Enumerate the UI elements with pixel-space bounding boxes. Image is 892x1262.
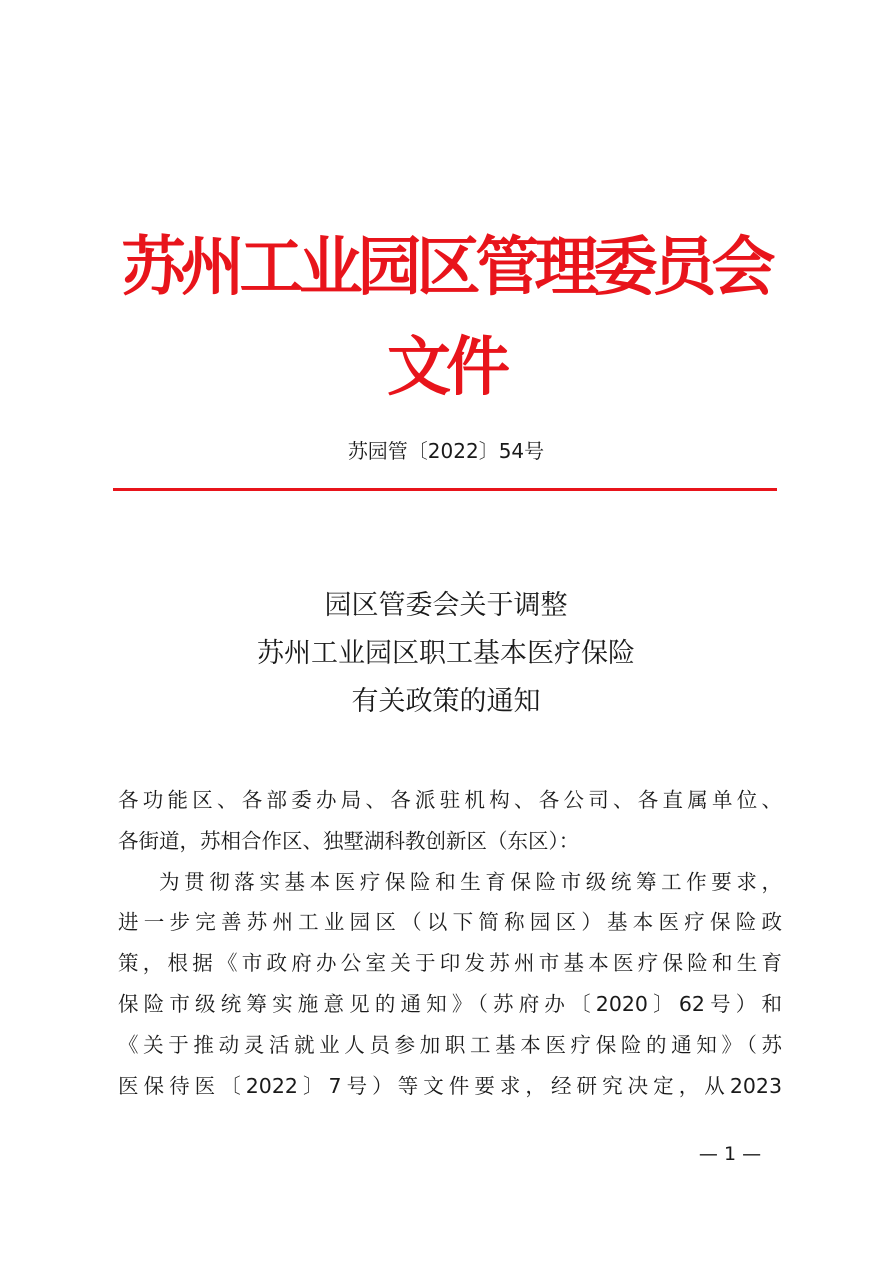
salutation-line-2: 各街道，苏相合作区、独墅湖科教创新区（东区）： — [118, 828, 580, 853]
paragraph-line-5: 《关于推动灵活就业人员参加职工基本医疗保险的通知》（苏 — [118, 1032, 782, 1057]
notice-title-line-2: 苏州工业园区职工基本医疗保险 — [257, 638, 635, 669]
notice-title-line-3: 有关政策的通知 — [351, 686, 541, 717]
notice-title-line-1: 园区管委会关于调整 — [324, 590, 568, 621]
paragraph-line-1: 为贯彻落实基本医疗保险和生育保险市级统筹工作要求， — [159, 869, 782, 894]
notice-body — [118, 780, 782, 1106]
red-divider-line — [113, 488, 777, 491]
paragraph-line-2: 进一步完善苏州工业园区（以下简称园区）基本医疗保险政 — [118, 910, 782, 935]
notice-title — [110, 582, 782, 726]
paragraph-line-6: 医保待医〔2022〕7号）等文件要求，经研究决定，从2023 — [118, 1073, 782, 1098]
paragraph-line-3: 策，根据《市政府办公室关于印发苏州市基本医疗保险和生育 — [118, 951, 782, 976]
paragraph-line-4: 保险市级统筹实施意见的通知》（苏府办〔2020〕62号）和 — [118, 991, 782, 1016]
document-number: 苏园管〔2022〕54号 — [347, 439, 545, 463]
page-number: — 1 — — [698, 1143, 762, 1165]
salutation-line-1: 各功能区、各部委办局、各派驻机构、各公司、各直属单位、 — [118, 788, 782, 812]
document-header-title: 苏州工业园区管理委员会文件 — [121, 231, 771, 405]
